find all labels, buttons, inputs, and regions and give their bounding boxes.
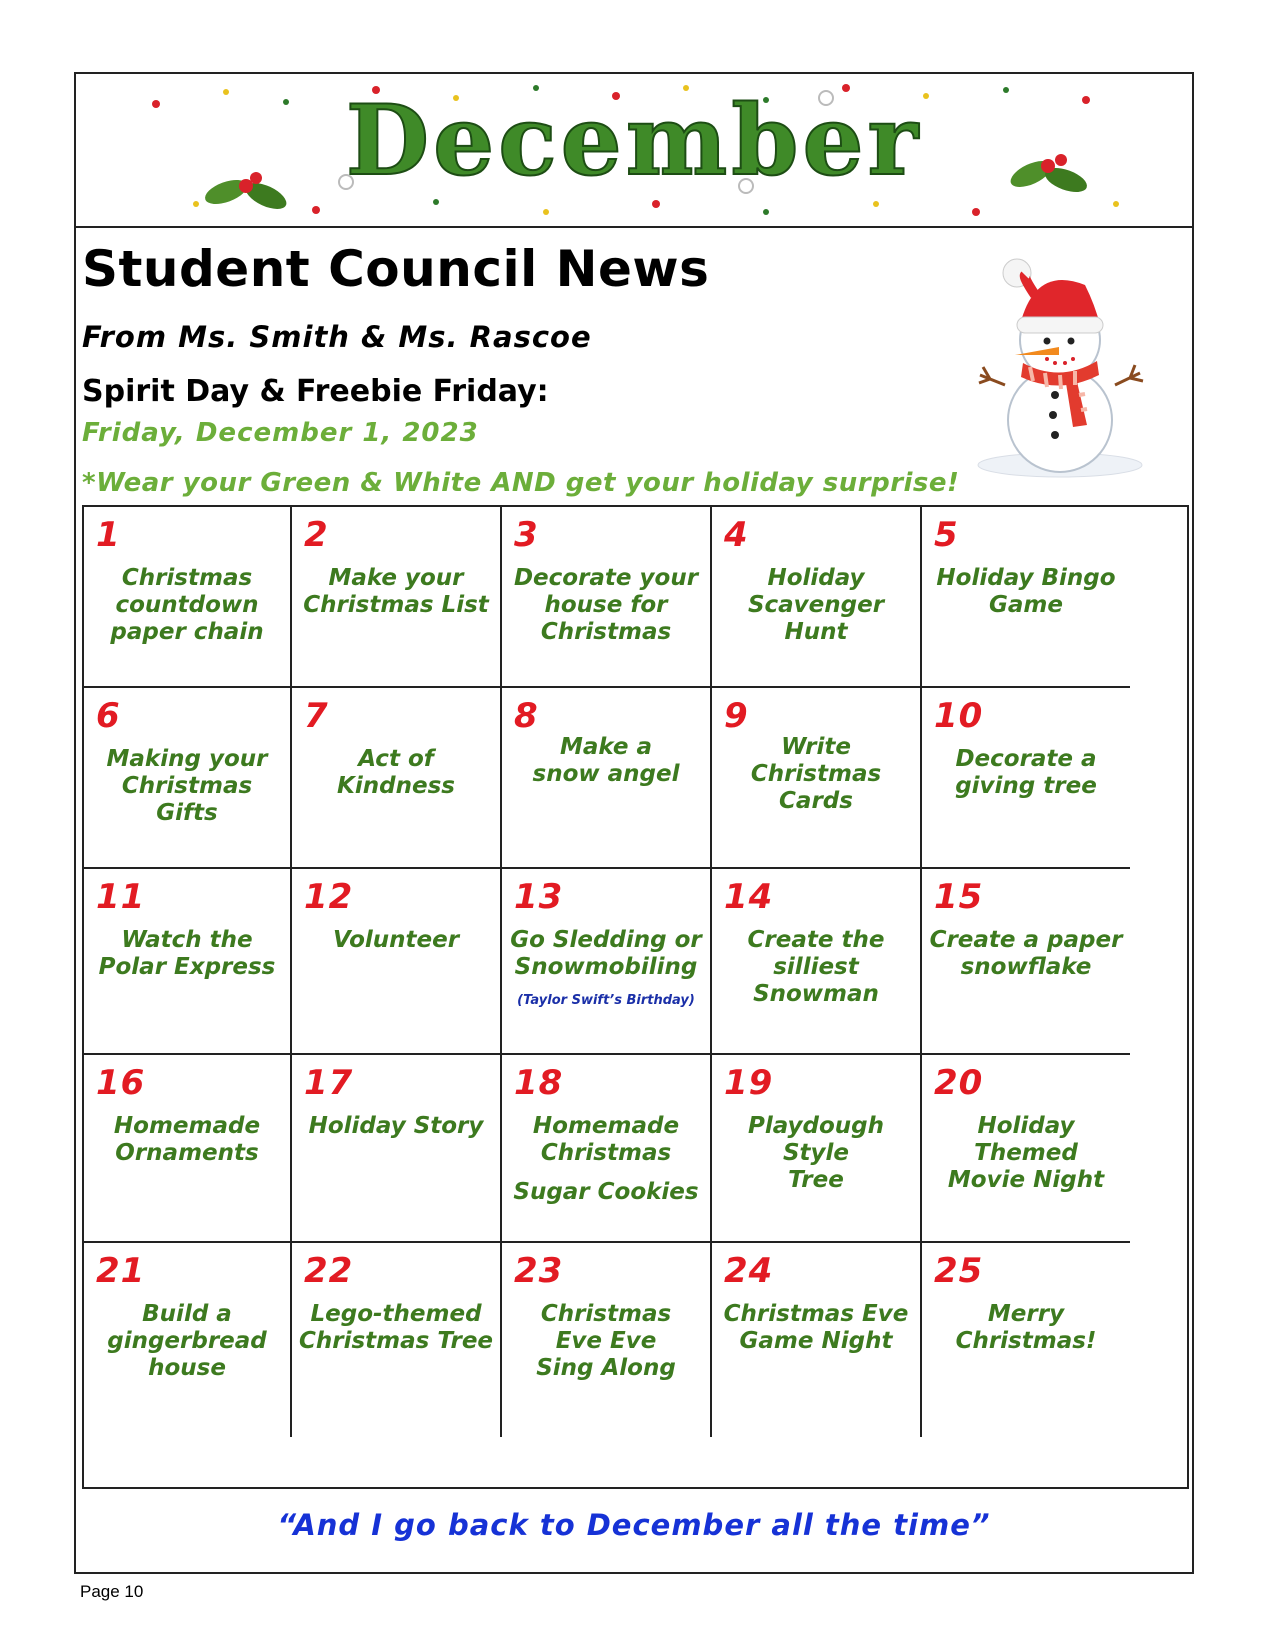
calendar-day-cell bbox=[502, 1243, 712, 1437]
day-activity bbox=[716, 927, 916, 1008]
activity-line: Game Night bbox=[739, 1328, 893, 1354]
day-activity bbox=[88, 565, 286, 646]
activity-line: Homemade bbox=[532, 1113, 680, 1139]
spirit-day-heading: Spirit Day & Freebie Friday: bbox=[82, 374, 549, 409]
day-number: 20 bbox=[934, 1063, 984, 1103]
activity-line: Ornaments bbox=[115, 1140, 259, 1166]
day-activity bbox=[716, 1113, 916, 1194]
activity-line: Christmas bbox=[540, 1301, 672, 1327]
day-number: 10 bbox=[934, 696, 984, 736]
day-number: 23 bbox=[514, 1251, 564, 1291]
spirit-day-note: *Wear your Green & White AND get your holiday surprise! bbox=[82, 468, 960, 498]
activity-extra-line: Sugar Cookies bbox=[513, 1179, 699, 1205]
activity-line: Christmas Cards bbox=[750, 761, 882, 814]
december-banner-art bbox=[76, 74, 1192, 226]
activity-line: Make your bbox=[328, 565, 464, 591]
day-activity bbox=[296, 746, 496, 800]
activity-line: Snowmobiling bbox=[514, 954, 698, 980]
calendar-day-cell bbox=[292, 869, 502, 1055]
calendar-day-cell bbox=[922, 507, 1130, 688]
activity-line: Christmas List bbox=[303, 592, 489, 618]
day-number: 25 bbox=[934, 1251, 984, 1291]
activity-line: Lego-themed bbox=[310, 1301, 482, 1327]
day-activity bbox=[296, 927, 496, 954]
activity-note: (Taylor Swift’s Birthday) bbox=[517, 993, 695, 1008]
day-activity bbox=[506, 1113, 706, 1206]
holly-right-icon bbox=[1007, 154, 1090, 197]
activity-line: Holiday Bingo bbox=[936, 565, 1116, 591]
day-number: 4 bbox=[724, 515, 749, 555]
author-line: From Ms. Smith & Ms. Rascoe bbox=[82, 320, 592, 354]
calendar-day-cell bbox=[922, 688, 1130, 869]
activity-line: snowflake bbox=[960, 954, 1092, 980]
activity-line: Build a bbox=[142, 1301, 232, 1327]
activity-line: Volunteer bbox=[332, 927, 460, 953]
activity-line: Holiday bbox=[767, 565, 865, 591]
activity-line: countdown bbox=[115, 592, 259, 618]
calendar-day-cell bbox=[292, 1243, 502, 1437]
activity-line: Decorate a bbox=[955, 746, 1097, 772]
calendar-day-cell bbox=[922, 1243, 1130, 1437]
day-activity bbox=[296, 1113, 496, 1140]
day-number: 7 bbox=[304, 696, 329, 736]
day-number: 16 bbox=[96, 1063, 146, 1103]
calendar-day-cell bbox=[292, 688, 502, 869]
day-activity bbox=[926, 927, 1126, 981]
day-number: 11 bbox=[96, 877, 146, 917]
calendar-day-cell bbox=[84, 869, 292, 1055]
calendar-day-cell bbox=[84, 507, 292, 688]
day-activity bbox=[716, 1301, 916, 1355]
activity-line: silliest Snowman bbox=[753, 954, 879, 1007]
day-number: 2 bbox=[304, 515, 329, 555]
day-number: 5 bbox=[934, 515, 959, 555]
day-activity bbox=[716, 734, 916, 815]
calendar-day-cell bbox=[712, 507, 922, 688]
activity-line: Watch the bbox=[121, 927, 253, 953]
day-activity bbox=[716, 565, 916, 646]
day-number: 21 bbox=[96, 1251, 146, 1291]
day-activity bbox=[926, 746, 1126, 800]
calendar-day-cell bbox=[712, 1243, 922, 1437]
activity-line: Make a bbox=[559, 734, 652, 760]
activity-line: Create a paper bbox=[929, 927, 1123, 953]
page-title: Student Council News bbox=[82, 240, 710, 298]
calendar-day-cell bbox=[922, 1055, 1130, 1243]
day-activity bbox=[506, 1301, 706, 1382]
day-activity bbox=[296, 565, 496, 619]
day-number: 22 bbox=[304, 1251, 354, 1291]
activity-line: house for bbox=[544, 592, 668, 618]
day-activity bbox=[88, 1301, 286, 1382]
activity-line: Movie Night bbox=[947, 1167, 1105, 1193]
day-activity bbox=[506, 734, 706, 788]
calendar-day-cell bbox=[84, 1055, 292, 1243]
day-activity bbox=[926, 1301, 1126, 1355]
activity-line: snow angel bbox=[532, 761, 680, 787]
calendar-day-cell bbox=[502, 1055, 712, 1243]
day-number: 24 bbox=[724, 1251, 774, 1291]
calendar-day-cell bbox=[84, 1243, 292, 1437]
activity-line: Go Sledding or bbox=[510, 927, 702, 953]
activity-line: Christmas bbox=[540, 1140, 672, 1166]
december-calendar bbox=[82, 505, 1189, 1489]
activity-line: Christmas Gifts bbox=[121, 773, 253, 826]
banner-title: December bbox=[345, 84, 923, 197]
activity-line: Christmas Eve bbox=[723, 1301, 909, 1327]
day-number: 6 bbox=[96, 696, 121, 736]
day-number: 1 bbox=[96, 515, 121, 555]
activity-line: Eve Eve bbox=[555, 1328, 657, 1354]
day-activity bbox=[926, 565, 1126, 619]
activity-line: house bbox=[148, 1355, 226, 1381]
day-number: 18 bbox=[514, 1063, 564, 1103]
closing-quote: “And I go back to December all the time” bbox=[277, 1508, 991, 1542]
activity-line: Scavenger Hunt bbox=[747, 592, 885, 645]
activity-line: Write bbox=[781, 734, 851, 760]
calendar-day-cell bbox=[502, 869, 712, 1055]
day-number: 12 bbox=[304, 877, 354, 917]
day-activity bbox=[506, 565, 706, 646]
calendar-day-cell bbox=[712, 688, 922, 869]
day-number: 3 bbox=[514, 515, 539, 555]
day-number: 14 bbox=[724, 877, 774, 917]
day-activity bbox=[296, 1301, 496, 1355]
day-activity bbox=[506, 927, 706, 1009]
day-activity bbox=[88, 746, 286, 827]
calendar-day-cell bbox=[292, 1055, 502, 1243]
activity-line: Tree bbox=[788, 1167, 844, 1193]
day-number: 8 bbox=[514, 696, 539, 736]
activity-line: Christmas bbox=[121, 565, 253, 591]
calendar-day-cell bbox=[712, 1055, 922, 1243]
activity-line: Making your bbox=[106, 746, 268, 772]
spirit-day-date: Friday, December 1, 2023 bbox=[82, 418, 479, 448]
activity-line: giving tree bbox=[955, 773, 1097, 799]
page-number: Page 10 bbox=[80, 1582, 144, 1601]
day-number: 13 bbox=[514, 877, 564, 917]
calendar-day-cell bbox=[712, 869, 922, 1055]
calendar-day-cell bbox=[84, 688, 292, 869]
calendar-day-cell bbox=[502, 688, 712, 869]
day-activity bbox=[926, 1113, 1126, 1194]
day-activity bbox=[88, 927, 286, 981]
day-number: 9 bbox=[724, 696, 749, 736]
calendar-grid bbox=[84, 507, 1187, 1487]
day-number: 19 bbox=[724, 1063, 774, 1103]
holly-left-icon bbox=[202, 172, 290, 214]
calendar-day-cell bbox=[922, 869, 1130, 1055]
activity-line: Merry bbox=[987, 1301, 1065, 1327]
december-banner bbox=[74, 72, 1194, 228]
activity-line: Polar Express bbox=[98, 954, 276, 980]
activity-line: Christmas Tree bbox=[298, 1328, 494, 1354]
calendar-day-cell bbox=[502, 507, 712, 688]
activity-line: Holiday Story bbox=[308, 1113, 484, 1139]
activity-line: paper chain bbox=[110, 619, 264, 645]
day-number: 15 bbox=[934, 877, 984, 917]
activity-line: Create the bbox=[747, 927, 885, 953]
snowman-icon bbox=[975, 255, 1145, 480]
day-activity bbox=[88, 1113, 286, 1167]
activity-line: Act of Kindness bbox=[337, 746, 455, 799]
activity-line: Christmas bbox=[540, 619, 672, 645]
activity-line: Playdough Style bbox=[747, 1113, 885, 1166]
activity-line: Christmas! bbox=[955, 1328, 1097, 1354]
activity-line: gingerbread bbox=[107, 1328, 267, 1354]
activity-line: Decorate your bbox=[513, 565, 699, 591]
activity-line: Sing Along bbox=[536, 1355, 676, 1381]
activity-line: Game bbox=[989, 592, 1063, 618]
calendar-day-cell bbox=[292, 507, 502, 688]
activity-line: Homemade bbox=[113, 1113, 261, 1139]
activity-line: Holiday Themed bbox=[974, 1113, 1078, 1166]
day-number: 17 bbox=[304, 1063, 354, 1103]
